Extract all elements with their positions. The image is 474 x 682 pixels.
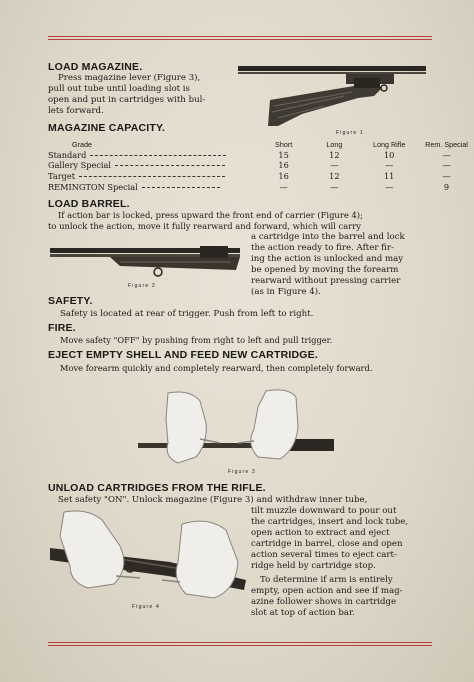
unload-right-line-3: open action to extract and eject bbox=[251, 528, 390, 538]
leader-dashes bbox=[90, 155, 226, 156]
magazine-capacity-heading: MAGAZINE CAPACITY. bbox=[48, 122, 166, 134]
load-magazine-heading: LOAD MAGAZINE. bbox=[48, 61, 143, 73]
grade-cell: Target bbox=[48, 171, 75, 182]
leader-dashes bbox=[79, 176, 225, 177]
figure-1-rifle-illustration bbox=[234, 62, 430, 128]
grade-cell: Gallery Special bbox=[48, 160, 112, 171]
long-cell: — bbox=[330, 160, 339, 171]
load-barrel-right-line-5: rearward without pressing carrier bbox=[251, 276, 401, 286]
grade-cell: Standard bbox=[48, 149, 87, 160]
short-cell: 15 bbox=[278, 149, 289, 160]
unload-check-line-1: To determine if arm is entirely bbox=[260, 575, 393, 585]
load-barrel-line-2: to unlock the action, move it fully rearward and forward, which will carry bbox=[48, 221, 361, 231]
short-cell: 16 bbox=[278, 160, 289, 171]
bottom-rule bbox=[48, 642, 432, 643]
table-row bbox=[48, 171, 474, 182]
unload-right-line-6: ridge held by cartridge stop. bbox=[251, 561, 376, 571]
load-barrel-right-line-1: a cartridge into the barrel and lock bbox=[251, 232, 405, 242]
figure-4-caption: Figure 4 bbox=[132, 604, 160, 610]
unload-right-line-5: action several times to eject cart- bbox=[251, 550, 397, 560]
load-barrel-right-line-2: the action ready to fire. After fir- bbox=[251, 243, 394, 253]
leader-dashes bbox=[115, 165, 225, 166]
table-row bbox=[48, 150, 474, 161]
unload-right-line-1: tilt muzzle downward to pour out bbox=[251, 506, 397, 516]
load-magazine-line-3: open and put in cartridges with bul- bbox=[48, 95, 206, 105]
long-rifle-cell: — bbox=[385, 160, 394, 171]
load-magazine-line-1: Press magazine lever (Figure 3), bbox=[58, 73, 201, 83]
column-header-grade: Grade bbox=[72, 139, 92, 149]
unload-check-line-2: empty, open action and see if mag- bbox=[251, 586, 403, 596]
magazine-capacity-table bbox=[48, 139, 474, 192]
safety-text: Safety is located at rear of trigger. Push from left to right. bbox=[60, 309, 314, 319]
table-row bbox=[48, 181, 474, 192]
safety-heading: SAFETY. bbox=[48, 295, 93, 307]
rem-special-cell: — bbox=[442, 160, 451, 171]
unload-check-line-4: slot at top of action bar. bbox=[251, 608, 355, 618]
column-header-rem-special: Rem. Special bbox=[425, 139, 468, 149]
short-cell: — bbox=[279, 181, 288, 192]
load-barrel-right-line-6: (as in Figure 4). bbox=[251, 287, 321, 297]
rem-special-cell: — bbox=[442, 171, 451, 182]
unload-right-line-4: cartridge in barrel, close and open bbox=[251, 539, 403, 549]
eject-heading: EJECT EMPTY SHELL AND FEED NEW CARTRIDGE. bbox=[48, 349, 318, 361]
grade-cell: REMINGTON Special bbox=[48, 181, 138, 192]
column-header-long: Long bbox=[326, 139, 343, 149]
fire-text: Move safety "OFF" by pushing from right to left and pull trigger. bbox=[60, 335, 333, 345]
column-header-long-rifle: Long Rifle bbox=[372, 139, 406, 149]
top-rule bbox=[48, 36, 432, 37]
table-header-row bbox=[48, 139, 474, 150]
figure-3-hands-illustration bbox=[138, 383, 338, 465]
long-rifle-cell: 11 bbox=[383, 171, 395, 182]
figure-2-caption: Figure 2 bbox=[128, 283, 156, 289]
unload-right-line-2: the cartridges, insert and lock tube, bbox=[251, 517, 409, 527]
unload-heading: UNLOAD CARTRIDGES FROM THE RIFLE. bbox=[48, 482, 266, 494]
load-magazine-line-2: pull out tube until loading slot is bbox=[48, 84, 190, 94]
long-rifle-cell: — bbox=[385, 181, 394, 192]
unload-first-line: Set safety "ON". Unlock magazine (Figure 3) and withdraw inner tube, bbox=[58, 495, 368, 505]
load-barrel-heading: LOAD BARREL. bbox=[48, 198, 130, 210]
column-header-short: Short bbox=[275, 139, 293, 149]
load-barrel-right-line-3: ing the action is unlocked and may bbox=[251, 254, 404, 264]
rem-special-cell: — bbox=[442, 149, 451, 160]
table-row bbox=[48, 160, 474, 171]
long-cell: 12 bbox=[329, 149, 340, 160]
figure-3-caption: Figure 3 bbox=[228, 469, 256, 475]
bottom-rule-inner bbox=[48, 645, 432, 646]
eject-text: Move forearm quickly and completely rearward, then completely forward. bbox=[60, 363, 373, 373]
load-magazine-line-4: lets forward. bbox=[48, 106, 104, 116]
leader-dashes bbox=[142, 187, 220, 188]
figure-4-hands-rifle-illustration bbox=[50, 506, 246, 602]
rem-special-cell: 9 bbox=[443, 181, 450, 192]
unload-check-line-3: azine follower shows in cartridge bbox=[251, 597, 397, 607]
long-rifle-cell: 10 bbox=[383, 149, 395, 160]
long-cell: — bbox=[330, 181, 339, 192]
fire-heading: FIRE. bbox=[48, 322, 76, 334]
figure-1-caption: Figure 1 bbox=[336, 130, 364, 136]
long-cell: 12 bbox=[329, 171, 340, 182]
short-cell: 16 bbox=[278, 171, 289, 182]
load-barrel-right-line-4: be opened by moving the forearm bbox=[251, 265, 399, 275]
top-rule-inner bbox=[48, 39, 432, 40]
load-barrel-line-1: If action bar is locked, press upward the front end of carrier (Figure 4); bbox=[58, 210, 363, 220]
figure-2-action-illustration bbox=[50, 242, 242, 282]
